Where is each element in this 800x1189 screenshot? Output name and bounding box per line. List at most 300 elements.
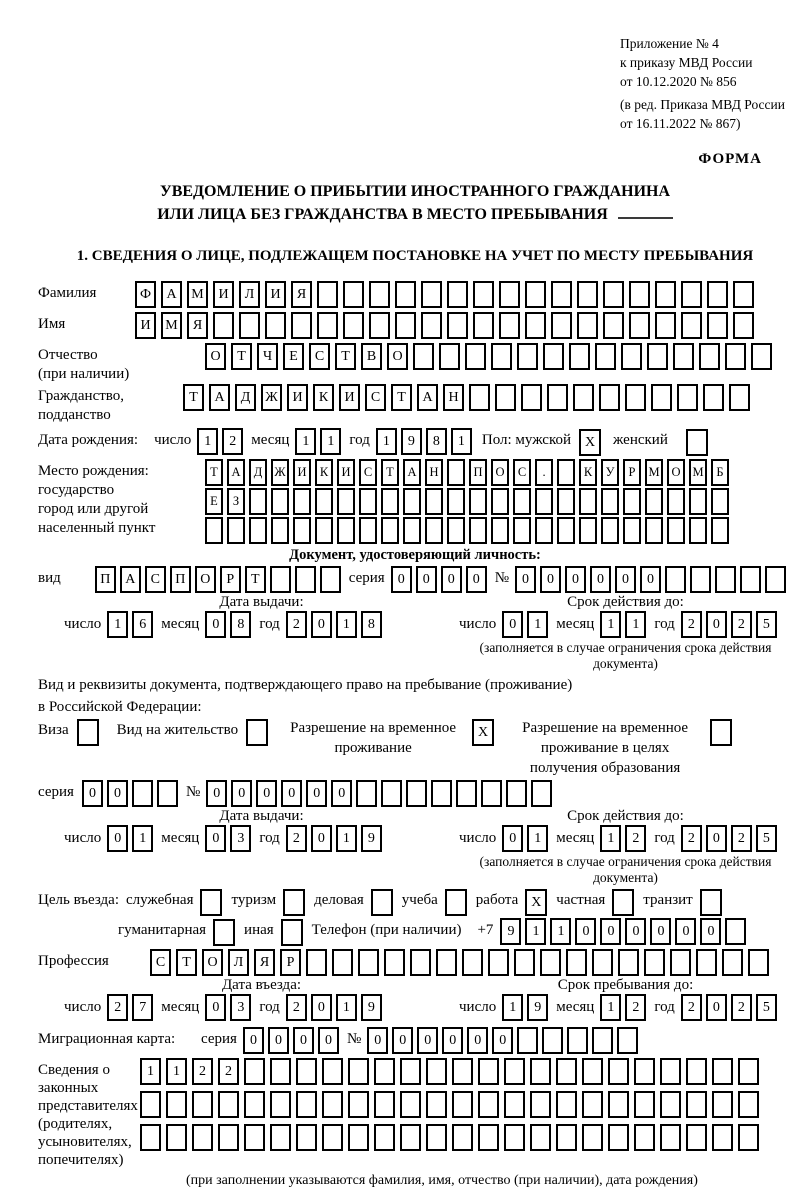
char-cell[interactable] — [332, 949, 353, 976]
char-cell[interactable]: С — [365, 384, 386, 411]
char-cell[interactable] — [491, 488, 509, 515]
char-cell[interactable] — [733, 281, 754, 308]
char-cell[interactable] — [513, 517, 531, 544]
char-cell[interactable] — [712, 1124, 733, 1151]
char-cell[interactable]: З — [227, 488, 245, 515]
char-cell[interactable]: 1 — [625, 611, 646, 638]
char-cell[interactable] — [703, 384, 724, 411]
char-cell[interactable]: Т — [335, 343, 356, 370]
char-cell[interactable]: 9 — [361, 994, 382, 1021]
char-cell[interactable] — [413, 343, 434, 370]
char-cell[interactable] — [686, 1091, 707, 1118]
char-cell[interactable]: 0 — [392, 1027, 413, 1054]
char-cell[interactable] — [395, 312, 416, 339]
char-cell[interactable]: С — [145, 566, 166, 593]
char-cell[interactable]: А — [227, 459, 245, 486]
char-cell[interactable] — [601, 517, 619, 544]
char-cell[interactable]: Я — [187, 312, 208, 339]
char-cell[interactable]: 2 — [286, 994, 307, 1021]
char-cell[interactable] — [315, 488, 333, 515]
char-cell[interactable]: 0 — [600, 918, 621, 945]
char-cell[interactable]: 1 — [550, 918, 571, 945]
char-cell[interactable] — [491, 343, 512, 370]
char-cell[interactable] — [573, 384, 594, 411]
char-cell[interactable] — [271, 517, 289, 544]
char-cell[interactable]: 7 — [132, 994, 153, 1021]
char-cell[interactable] — [557, 488, 575, 515]
char-cell[interactable] — [381, 780, 402, 807]
char-cell[interactable] — [244, 1058, 265, 1085]
char-cell[interactable] — [634, 1124, 655, 1151]
char-cell[interactable] — [667, 488, 685, 515]
char-cell[interactable] — [556, 1058, 577, 1085]
sex-female-checkbox[interactable] — [686, 429, 708, 456]
char-cell[interactable] — [481, 780, 502, 807]
char-cell[interactable]: Ж — [271, 459, 289, 486]
char-cell[interactable]: О — [205, 343, 226, 370]
purpose-business-checkbox[interactable] — [371, 889, 393, 916]
char-cell[interactable] — [293, 488, 311, 515]
char-cell[interactable] — [660, 1058, 681, 1085]
char-cell[interactable]: 0 — [205, 994, 226, 1021]
char-cell[interactable] — [733, 312, 754, 339]
char-cell[interactable] — [469, 517, 487, 544]
char-cell[interactable] — [530, 1124, 551, 1151]
char-cell[interactable] — [410, 949, 431, 976]
char-cell[interactable] — [447, 281, 468, 308]
char-cell[interactable]: П — [469, 459, 487, 486]
char-cell[interactable] — [343, 281, 364, 308]
char-cell[interactable]: 0 — [675, 918, 696, 945]
char-cell[interactable] — [667, 517, 685, 544]
char-cell[interactable]: 0 — [442, 1027, 463, 1054]
char-cell[interactable]: 0 — [502, 611, 523, 638]
char-cell[interactable] — [569, 343, 590, 370]
char-cell[interactable] — [469, 384, 490, 411]
char-cell[interactable]: У — [601, 459, 619, 486]
char-cell[interactable] — [381, 488, 399, 515]
char-cell[interactable] — [725, 343, 746, 370]
char-cell[interactable]: 2 — [107, 994, 128, 1021]
char-cell[interactable]: 0 — [700, 918, 721, 945]
char-cell[interactable]: 1 — [132, 825, 153, 852]
char-cell[interactable] — [227, 517, 245, 544]
purpose-study-checkbox[interactable] — [445, 889, 467, 916]
char-cell[interactable]: 1 — [140, 1058, 161, 1085]
char-cell[interactable]: 0 — [492, 1027, 513, 1054]
purpose-private-checkbox[interactable] — [612, 889, 634, 916]
char-cell[interactable] — [369, 281, 390, 308]
char-cell[interactable] — [140, 1091, 161, 1118]
char-cell[interactable] — [608, 1124, 629, 1151]
char-cell[interactable] — [213, 312, 234, 339]
char-cell[interactable] — [582, 1091, 603, 1118]
char-cell[interactable]: 1 — [600, 825, 621, 852]
char-cell[interactable] — [465, 343, 486, 370]
char-cell[interactable] — [403, 517, 421, 544]
char-cell[interactable] — [265, 312, 286, 339]
char-cell[interactable] — [403, 488, 421, 515]
char-cell[interactable] — [374, 1058, 395, 1085]
char-cell[interactable] — [603, 312, 624, 339]
char-cell[interactable] — [543, 343, 564, 370]
char-cell[interactable]: 2 — [286, 611, 307, 638]
char-cell[interactable] — [400, 1091, 421, 1118]
char-cell[interactable]: П — [95, 566, 116, 593]
char-cell[interactable]: М — [689, 459, 707, 486]
char-cell[interactable] — [725, 918, 746, 945]
visa-checkbox[interactable] — [77, 719, 99, 746]
char-cell[interactable]: Б — [711, 459, 729, 486]
char-cell[interactable]: 1 — [600, 994, 621, 1021]
sex-male-checkbox[interactable]: X — [579, 429, 601, 456]
char-cell[interactable]: Н — [443, 384, 464, 411]
char-cell[interactable] — [504, 1091, 525, 1118]
char-cell[interactable]: А — [209, 384, 230, 411]
char-cell[interactable] — [655, 312, 676, 339]
char-cell[interactable] — [599, 384, 620, 411]
char-cell[interactable] — [521, 384, 542, 411]
char-cell[interactable] — [499, 281, 520, 308]
char-cell[interactable] — [645, 517, 663, 544]
char-cell[interactable]: 0 — [467, 1027, 488, 1054]
char-cell[interactable]: С — [359, 459, 377, 486]
char-cell[interactable] — [748, 949, 769, 976]
char-cell[interactable] — [715, 566, 736, 593]
char-cell[interactable] — [673, 343, 694, 370]
char-cell[interactable] — [513, 488, 531, 515]
char-cell[interactable] — [530, 1091, 551, 1118]
char-cell[interactable]: А — [403, 459, 421, 486]
char-cell[interactable] — [270, 1091, 291, 1118]
char-cell[interactable] — [681, 281, 702, 308]
char-cell[interactable]: 1 — [166, 1058, 187, 1085]
char-cell[interactable] — [699, 343, 720, 370]
char-cell[interactable]: 1 — [336, 994, 357, 1021]
char-cell[interactable] — [473, 281, 494, 308]
char-cell[interactable] — [249, 488, 267, 515]
char-cell[interactable]: К — [315, 459, 333, 486]
char-cell[interactable]: 0 — [318, 1027, 339, 1054]
char-cell[interactable]: И — [135, 312, 156, 339]
char-cell[interactable]: Д — [249, 459, 267, 486]
char-cell[interactable] — [557, 459, 575, 486]
char-cell[interactable] — [358, 949, 379, 976]
char-cell[interactable]: 0 — [107, 825, 128, 852]
char-cell[interactable]: Д — [235, 384, 256, 411]
char-cell[interactable]: 8 — [230, 611, 251, 638]
char-cell[interactable]: 1 — [376, 428, 397, 455]
char-cell[interactable] — [506, 780, 527, 807]
char-cell[interactable]: Т — [391, 384, 412, 411]
char-cell[interactable] — [425, 517, 443, 544]
char-cell[interactable]: Т — [245, 566, 266, 593]
char-cell[interactable]: 1 — [502, 994, 523, 1021]
char-cell[interactable]: О — [202, 949, 223, 976]
char-cell[interactable]: 2 — [192, 1058, 213, 1085]
char-cell[interactable] — [608, 1091, 629, 1118]
char-cell[interactable] — [595, 343, 616, 370]
char-cell[interactable]: 2 — [681, 994, 702, 1021]
char-cell[interactable]: 0 — [281, 780, 302, 807]
char-cell[interactable]: 0 — [206, 780, 227, 807]
char-cell[interactable] — [348, 1091, 369, 1118]
char-cell[interactable]: Р — [623, 459, 641, 486]
char-cell[interactable] — [625, 384, 646, 411]
char-cell[interactable] — [495, 384, 516, 411]
char-cell[interactable]: 9 — [361, 825, 382, 852]
char-cell[interactable] — [322, 1058, 343, 1085]
char-cell[interactable] — [517, 1027, 538, 1054]
char-cell[interactable]: 2 — [625, 994, 646, 1021]
char-cell[interactable]: 1 — [525, 918, 546, 945]
char-cell[interactable]: 0 — [416, 566, 437, 593]
char-cell[interactable] — [249, 517, 267, 544]
char-cell[interactable] — [421, 312, 442, 339]
char-cell[interactable] — [456, 780, 477, 807]
char-cell[interactable]: . — [535, 459, 553, 486]
char-cell[interactable] — [359, 517, 377, 544]
char-cell[interactable]: 9 — [401, 428, 422, 455]
char-cell[interactable]: М — [187, 281, 208, 308]
char-cell[interactable] — [271, 488, 289, 515]
char-cell[interactable] — [452, 1091, 473, 1118]
char-cell[interactable] — [218, 1091, 239, 1118]
char-cell[interactable] — [556, 1124, 577, 1151]
char-cell[interactable] — [306, 949, 327, 976]
char-cell[interactable]: 9 — [527, 994, 548, 1021]
char-cell[interactable]: 0 — [615, 566, 636, 593]
char-cell[interactable]: 1 — [336, 611, 357, 638]
char-cell[interactable] — [400, 1058, 421, 1085]
char-cell[interactable] — [132, 780, 153, 807]
char-cell[interactable] — [670, 949, 691, 976]
char-cell[interactable] — [356, 780, 377, 807]
char-cell[interactable]: 2 — [286, 825, 307, 852]
char-cell[interactable] — [689, 488, 707, 515]
char-cell[interactable]: 0 — [540, 566, 561, 593]
char-cell[interactable] — [343, 312, 364, 339]
char-cell[interactable] — [623, 488, 641, 515]
char-cell[interactable] — [729, 384, 750, 411]
char-cell[interactable] — [322, 1124, 343, 1151]
char-cell[interactable] — [738, 1058, 759, 1085]
purpose-other-checkbox[interactable] — [281, 919, 303, 946]
char-cell[interactable] — [601, 488, 619, 515]
char-cell[interactable]: Л — [239, 281, 260, 308]
char-cell[interactable]: 5 — [756, 611, 777, 638]
char-cell[interactable]: 0 — [331, 780, 352, 807]
purpose-official-checkbox[interactable] — [200, 889, 222, 916]
char-cell[interactable] — [426, 1124, 447, 1151]
char-cell[interactable] — [270, 1058, 291, 1085]
char-cell[interactable] — [295, 566, 316, 593]
char-cell[interactable] — [542, 1027, 563, 1054]
char-cell[interactable]: 2 — [731, 611, 752, 638]
char-cell[interactable] — [582, 1124, 603, 1151]
char-cell[interactable] — [660, 1091, 681, 1118]
char-cell[interactable]: 8 — [426, 428, 447, 455]
char-cell[interactable] — [696, 949, 717, 976]
char-cell[interactable]: И — [337, 459, 355, 486]
char-cell[interactable]: Ч — [257, 343, 278, 370]
char-cell[interactable]: 5 — [756, 825, 777, 852]
char-cell[interactable] — [322, 1091, 343, 1118]
char-cell[interactable] — [577, 281, 598, 308]
char-cell[interactable] — [592, 949, 613, 976]
char-cell[interactable]: 0 — [565, 566, 586, 593]
char-cell[interactable] — [644, 949, 665, 976]
char-cell[interactable] — [617, 1027, 638, 1054]
char-cell[interactable]: 5 — [756, 994, 777, 1021]
char-cell[interactable]: 0 — [640, 566, 661, 593]
char-cell[interactable] — [535, 488, 553, 515]
char-cell[interactable] — [166, 1091, 187, 1118]
char-cell[interactable] — [395, 281, 416, 308]
char-cell[interactable]: П — [170, 566, 191, 593]
char-cell[interactable]: 0 — [391, 566, 412, 593]
char-cell[interactable] — [647, 343, 668, 370]
char-cell[interactable]: С — [150, 949, 171, 976]
char-cell[interactable]: 0 — [205, 611, 226, 638]
char-cell[interactable]: Н — [425, 459, 443, 486]
char-cell[interactable]: 2 — [731, 994, 752, 1021]
char-cell[interactable]: Т — [381, 459, 399, 486]
char-cell[interactable] — [711, 488, 729, 515]
char-cell[interactable]: 0 — [256, 780, 277, 807]
char-cell[interactable]: 0 — [706, 994, 727, 1021]
char-cell[interactable] — [579, 488, 597, 515]
char-cell[interactable] — [517, 343, 538, 370]
char-cell[interactable] — [348, 1058, 369, 1085]
char-cell[interactable]: 1 — [527, 825, 548, 852]
char-cell[interactable] — [603, 281, 624, 308]
char-cell[interactable] — [690, 566, 711, 593]
char-cell[interactable]: М — [161, 312, 182, 339]
char-cell[interactable] — [374, 1124, 395, 1151]
char-cell[interactable] — [712, 1058, 733, 1085]
char-cell[interactable] — [645, 488, 663, 515]
char-cell[interactable]: Т — [176, 949, 197, 976]
char-cell[interactable]: 0 — [625, 918, 646, 945]
char-cell[interactable] — [452, 1124, 473, 1151]
char-cell[interactable]: 0 — [107, 780, 128, 807]
char-cell[interactable]: С — [513, 459, 531, 486]
char-cell[interactable] — [711, 517, 729, 544]
char-cell[interactable] — [547, 384, 568, 411]
char-cell[interactable]: 2 — [218, 1058, 239, 1085]
char-cell[interactable]: 0 — [706, 825, 727, 852]
char-cell[interactable] — [406, 780, 427, 807]
char-cell[interactable]: Ж — [261, 384, 282, 411]
char-cell[interactable]: И — [293, 459, 311, 486]
char-cell[interactable]: 0 — [293, 1027, 314, 1054]
char-cell[interactable] — [270, 566, 291, 593]
char-cell[interactable] — [535, 517, 553, 544]
char-cell[interactable] — [530, 1058, 551, 1085]
char-cell[interactable]: 0 — [311, 994, 332, 1021]
char-cell[interactable] — [504, 1058, 525, 1085]
char-cell[interactable]: И — [265, 281, 286, 308]
char-cell[interactable] — [296, 1091, 317, 1118]
char-cell[interactable]: 0 — [575, 918, 596, 945]
char-cell[interactable]: О — [195, 566, 216, 593]
char-cell[interactable]: К — [579, 459, 597, 486]
char-cell[interactable]: 1 — [336, 825, 357, 852]
char-cell[interactable] — [623, 517, 641, 544]
char-cell[interactable]: Р — [220, 566, 241, 593]
char-cell[interactable] — [525, 281, 546, 308]
char-cell[interactable] — [473, 312, 494, 339]
char-cell[interactable]: 0 — [650, 918, 671, 945]
char-cell[interactable] — [566, 949, 587, 976]
char-cell[interactable]: 3 — [230, 825, 251, 852]
char-cell[interactable] — [369, 312, 390, 339]
char-cell[interactable] — [686, 1124, 707, 1151]
char-cell[interactable] — [359, 488, 377, 515]
char-cell[interactable] — [525, 312, 546, 339]
char-cell[interactable]: Т — [183, 384, 204, 411]
char-cell[interactable]: Р — [280, 949, 301, 976]
char-cell[interactable] — [205, 517, 223, 544]
char-cell[interactable]: 0 — [82, 780, 103, 807]
char-cell[interactable] — [634, 1091, 655, 1118]
residence-permit-checkbox[interactable] — [246, 719, 268, 746]
char-cell[interactable] — [239, 312, 260, 339]
char-cell[interactable]: 1 — [197, 428, 218, 455]
char-cell[interactable]: А — [161, 281, 182, 308]
temp-residence-checkbox[interactable]: X — [472, 719, 494, 746]
char-cell[interactable] — [426, 1091, 447, 1118]
char-cell[interactable] — [436, 949, 457, 976]
char-cell[interactable]: 9 — [500, 918, 521, 945]
char-cell[interactable] — [707, 281, 728, 308]
char-cell[interactable] — [740, 566, 761, 593]
char-cell[interactable]: Я — [254, 949, 275, 976]
char-cell[interactable]: 0 — [311, 825, 332, 852]
char-cell[interactable]: 2 — [222, 428, 243, 455]
char-cell[interactable]: 0 — [268, 1027, 289, 1054]
char-cell[interactable] — [592, 1027, 613, 1054]
char-cell[interactable] — [765, 566, 786, 593]
char-cell[interactable] — [218, 1124, 239, 1151]
char-cell[interactable] — [567, 1027, 588, 1054]
char-cell[interactable] — [722, 949, 743, 976]
char-cell[interactable]: Ф — [135, 281, 156, 308]
char-cell[interactable] — [400, 1124, 421, 1151]
char-cell[interactable]: Т — [205, 459, 223, 486]
char-cell[interactable]: 2 — [681, 611, 702, 638]
char-cell[interactable] — [315, 517, 333, 544]
purpose-tourism-checkbox[interactable] — [283, 889, 305, 916]
char-cell[interactable] — [629, 312, 650, 339]
char-cell[interactable] — [499, 312, 520, 339]
char-cell[interactable] — [447, 488, 465, 515]
char-cell[interactable] — [348, 1124, 369, 1151]
char-cell[interactable]: 1 — [295, 428, 316, 455]
char-cell[interactable] — [157, 780, 178, 807]
char-cell[interactable] — [689, 517, 707, 544]
char-cell[interactable] — [293, 517, 311, 544]
char-cell[interactable]: А — [417, 384, 438, 411]
char-cell[interactable] — [469, 488, 487, 515]
char-cell[interactable] — [618, 949, 639, 976]
char-cell[interactable] — [478, 1091, 499, 1118]
char-cell[interactable] — [655, 281, 676, 308]
char-cell[interactable]: М — [645, 459, 663, 486]
char-cell[interactable]: К — [313, 384, 334, 411]
char-cell[interactable] — [540, 949, 561, 976]
